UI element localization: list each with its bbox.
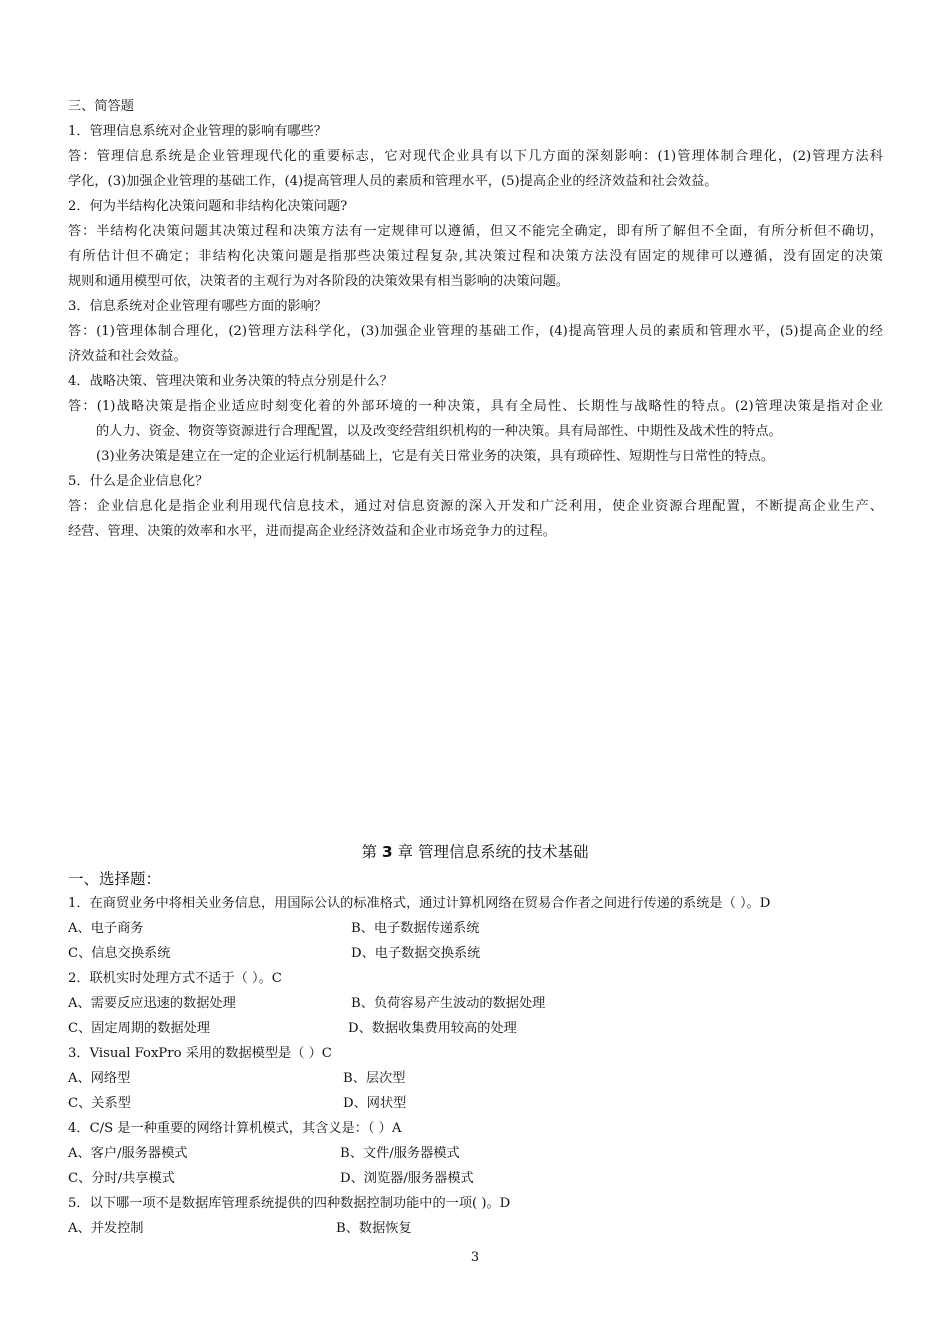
answer-4-line-1: 答：(1)战略决策是指企业适应时刻变化着的外部环境的一种决策，具有全局性、长期性与战略性的特点。(2)管理决策是指对企业 (68, 399, 883, 414)
answer-1-line-2: 学化，(3)加强企业管理的基础工作，(4)提高管理人员的素质和管理水平，(5)提高企业的经济效益和社会效益。 (68, 174, 718, 189)
question-1: 1．管理信息系统对企业管理的影响有哪些？ (68, 124, 327, 139)
answer-5-line-1: 答：企业信息化是指企业利用现代信息技术，通过对信息资源的深入开发和广泛利用，使企业资源合理配置，不断提高企业生产、 (68, 499, 883, 514)
answer-1-line-1: 答：管理信息系统是企业管理现代化的重要标志，它对现代企业具有以下几方面的深刻影响：(1)管理体制合理化，(2)管理方法科 (68, 149, 883, 164)
section-heading-short-answer: 三、简答题 (68, 99, 134, 114)
option-a: A、网络型 (68, 1071, 131, 1086)
question-3: 3．信息系统对企业管理有哪些方面的影响？ (68, 299, 327, 314)
answer-3-line-1: 答：(1)管理体制合理化，(2)管理方法科学化，(3)加强企业管理的基础工作，(4)提高管理人员的素质和管理水平，(5)提高企业的经 (68, 324, 883, 339)
choice-question-3: 3．Visual FoxPro 采用的数据模型是（ ）C (68, 1046, 332, 1061)
answer-4-line-3: (3)业务决策是建立在一定的企业运行机制基础上，它是有关日常业务的决策，具有琐碎性、短期性与日常性的特点。 (96, 449, 775, 464)
option-b: B、层次型 (343, 1071, 406, 1086)
option-d: D、网状型 (343, 1096, 407, 1111)
option-a: A、电子商务 (68, 921, 144, 936)
option-c: C、关系型 (68, 1096, 131, 1111)
option-b: B、负荷容易产生波动的数据处理 (351, 996, 546, 1011)
choice-question-1: 1．在商贸业务中将相关业务信息，用国际公认的标准格式，通过计算机网络在贸易合作者之间进行传递的系统是（ ）。D (68, 896, 771, 911)
option-b: B、电子数据传递系统 (351, 921, 480, 936)
option-d: D、电子数据交换系统 (351, 946, 481, 961)
answer-4-line-2: 的人力、资金、物资等资源进行合理配置，以及改变经营组织机构的一种决策。具有局部性、中期性及战术性的特点。 (96, 424, 782, 439)
chapter-prefix: 第 (361, 843, 377, 861)
chapter-title (0, 842, 950, 862)
question-4: 4．战略决策、管理决策和业务决策的特点分别是什么？ (68, 374, 393, 389)
option-a: A、客户/服务器模式 (68, 1146, 188, 1161)
option-d: D、浏览器/服务器模式 (340, 1171, 474, 1186)
option-c: C、信息交换系统 (68, 946, 171, 961)
answer-3-line-2: 济效益和社会效益。 (68, 349, 187, 364)
section-heading-choice: 一、选择题： (68, 870, 162, 888)
answer-2-line-3: 规则和通用模型可依，决策者的主观行为对各阶段的决策效果有相当影响的决策问题。 (68, 274, 570, 289)
question-5: 5．什么是企业信息化？ (68, 474, 209, 489)
option-d: D、数据收集费用较高的处理 (348, 1021, 517, 1036)
choice-question-4: 4．C/S 是一种重要的网络计算机模式，其含义是：（ ）A (68, 1121, 402, 1136)
option-a: A、并发控制 (68, 1221, 144, 1236)
option-c: C、固定周期的数据处理 (68, 1021, 210, 1036)
question-2: 2．何为半结构化决策问题和非结构化决策问题? (68, 199, 348, 214)
option-b: B、文件/服务器模式 (340, 1146, 460, 1161)
page-number: 3 (470, 1250, 480, 1265)
option-a: A、需要反应迅速的数据处理 (68, 996, 236, 1011)
answer-2-line-2: 有所估计但不确定；非结构化决策问题是指那些决策过程复杂,其决策过程和决策方法没有固定的规律可以遵循，没有固定的决策 (68, 249, 883, 264)
choice-question-2: 2．联机实时处理方式不适于（ ）。C (68, 971, 282, 986)
chapter-name: 章 管理信息系统的技术基础 (397, 843, 589, 861)
answer-2-line-1: 答：半结构化决策问题其决策过程和决策方法有一定规律可以遵循，但又不能完全确定，即有所了解但不全面，有所分析但不确切， (68, 224, 883, 239)
answer-5-line-2: 经营、管理、决策的效率和水平，进而提高企业经济效益和企业市场竞争力的过程。 (68, 524, 556, 539)
chapter-number: 3 (381, 843, 393, 861)
option-b: B、数据恢复 (336, 1221, 412, 1236)
option-c: C、分时/共享模式 (68, 1171, 175, 1186)
choice-question-5: 5．以下哪一项不是数据库管理系统提供的四种数据控制功能中的一项( )。D (68, 1196, 511, 1211)
